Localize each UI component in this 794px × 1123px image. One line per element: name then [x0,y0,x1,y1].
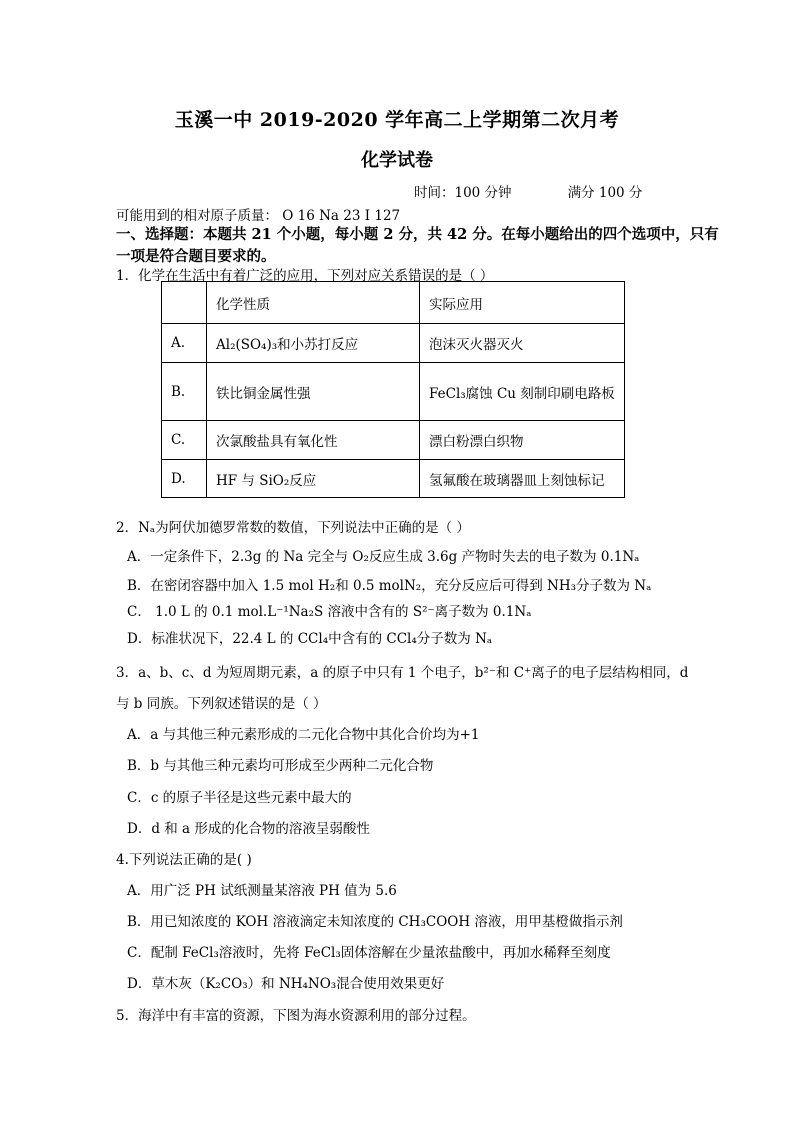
q3-option-a: A．a 与其他三种元素形成的二元化合物中其化合价均为+1 [127,727,480,743]
q2-stem: 2．Nₐ为阿伏加德罗常数的数值，下列说法中正确的是（ ） [116,520,470,536]
q1-stem: 1．化学在生活中有着广泛的应用，下列对应关系错误的是（ ） [116,268,494,284]
section1-heading-line2: 一项是符合题目要求的。 [116,248,276,265]
row-label: D. [162,460,207,498]
q4-option-b: B．用已知浓度的 KOH 溶液滴定未知浓度的 CH₃COOH 溶液，用甲基橙做指示剂 [127,914,623,930]
table-header-cell: 实际应用 [420,282,625,324]
q1-table [161,281,625,498]
section1-heading-line1: 一、选择题：本题共 21 个小题，每小题 2 分，共 42 分。在每小题给出的四个选项中，只有 [116,226,719,243]
q2-option-a: A．一定条件下，2.3g 的 Na 完全与 O₂反应生成 3.6g 产物时失去的电子数为 0.1Nₐ [127,549,640,565]
q3-option-c: C．c 的原子半径是这些元素中最大的 [127,790,352,806]
row-application: 漂白粉漂白织物 [420,421,625,460]
q2-option-c: C． 1.0 L 的 0.1 mol.L⁻¹Na₂S 溶液中含有的 S²⁻离子数为 0.1Nₐ [127,604,532,620]
row-application: 泡沫灭火器灭火 [420,324,625,363]
row-label: A. [162,324,207,363]
q3-option-b: B．b 与其他三种元素均可形成至少两种二元化合物 [127,758,434,774]
table-header-cell [162,282,207,324]
row-label: B. [162,363,207,421]
row-application: 氢氟酸在玻璃器皿上刻蚀标记 [420,460,625,498]
q2-option-b: B．在密闭容器中加入 1.5 mol H₂和 0.5 molN₂，充分反应后可得到 NH₃分子数为 Nₐ [127,578,652,594]
q5-stem: 5．海洋中有丰富的资源，下图为海水资源利用的部分过程。 [116,1008,476,1024]
table-header-row [162,282,625,324]
row-property: 铁比铜金属性强 [207,363,420,421]
exam-title: 玉溪一中 2019-2020 学年高二上学期第二次月考 [174,109,620,131]
q4-option-d: D．草木灰（K₂CO₃）和 NH₄NO₃混合使用效果更好 [127,976,445,992]
row-application: FeCl₃腐蚀 Cu 刻制印刷电路板 [420,363,625,421]
row-property: HF 与 SiO₂反应 [207,460,420,498]
exam-score: 满分 100 分 [567,185,643,201]
q2-option-d: D．标准状况下，22.4 L 的 CCl₄中含有的 CCl₄分子数为 Nₐ [127,631,493,647]
row-property: Al₂(SO₄)₃和小苏打反应 [207,324,420,363]
row-property: 次氯酸盐具有氧化性 [207,421,420,460]
atomic-mass-line: 可能用到的相对原子质量： O 16 Na 23 I 127 [116,208,401,224]
q3-option-d: D．d 和 a 形成的化合物的溶液呈弱酸性 [127,821,370,837]
table-header-cell: 化学性质 [207,282,420,324]
q3-stem-line2: 与 b 同族。下列叙述错误的是（ ） [116,696,327,712]
exam-subtitle: 化学试卷 [361,150,433,171]
table-row [162,363,625,421]
q4-option-c: C．配制 FeCl₃溶液时，先将 FeCl₃固体溶解在少量浓盐酸中，再加水稀释至刻度 [127,945,611,961]
q4-stem: 4.下列说法正确的是( ) [116,852,252,868]
q4-option-a: A．用广泛 PH 试纸测量某溶液 PH 值为 5.6 [127,883,397,899]
table-row [162,324,625,363]
q3-stem-line1: 3．a、b、c、d 为短周期元素，a 的原子中只有 1 个电子，b²⁻和 C⁺离子的电子层结构相同，d [116,665,689,681]
row-label: C. [162,421,207,460]
table-row [162,460,625,498]
exam-meta [414,181,642,201]
table-row [162,421,625,460]
exam-time: 时间：100 分钟 [414,185,512,201]
